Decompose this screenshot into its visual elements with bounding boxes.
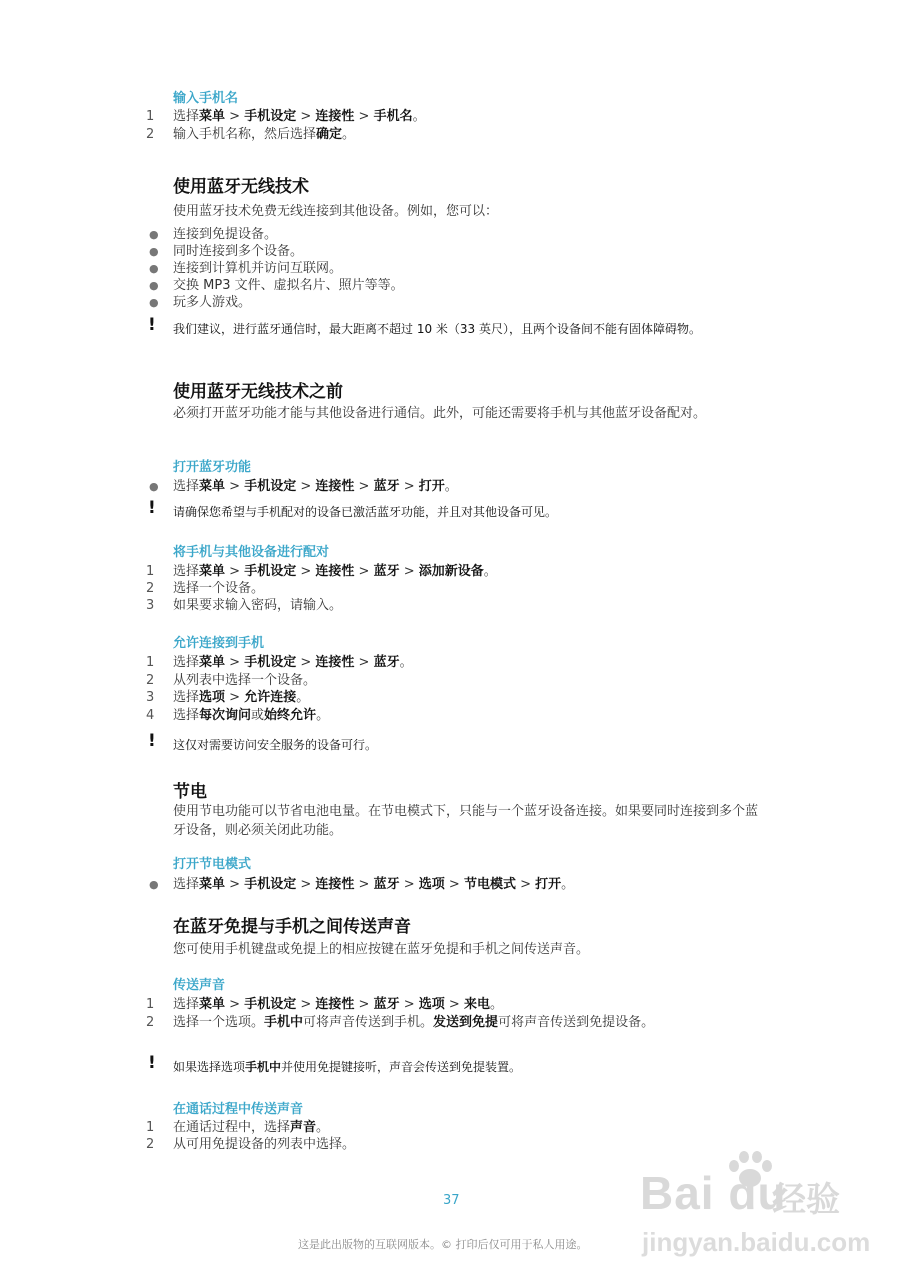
text-run: > [354,997,374,1012]
bullet-icon: ● [149,228,159,241]
ui-term: 声音 [290,1120,317,1135]
ui-term: 添加新设备 [418,564,484,579]
note-text: 这仅对需要访问安全服务的设备可行。 [173,738,378,752]
ui-term: 打开 [535,877,562,892]
ui-term: 确定 [316,127,343,142]
bullet-icon: ● [149,262,159,275]
text-run: > [354,877,374,892]
ui-term: 每次询问 [199,708,252,723]
bullet-text: 同时连接到多个设备。 [173,244,304,259]
ui-term: 手机设定 [244,877,297,892]
ui-term: 连接性 [315,109,355,124]
step-number: 1 [146,997,155,1012]
text-run: > [296,877,316,892]
text-run: > [296,997,316,1012]
text-run: 。 [399,655,413,670]
ui-term: 菜单 [199,479,226,494]
bullet-icon: ● [149,878,159,891]
text-run: > [515,877,536,892]
subheading-allow-connection: 允许连接到手机 [173,636,265,651]
ui-term: 蓝牙 [373,877,400,892]
step-text [173,707,329,725]
bullet-text [173,876,574,894]
ui-term: 蓝牙 [373,655,400,670]
step-text [173,580,264,598]
text-run: > [296,655,316,670]
ui-term: 手机设定 [244,479,297,494]
text-run: > [225,997,245,1012]
ui-term: 连接性 [315,479,355,494]
step-text [173,597,342,615]
warning-icon: ! [148,1053,156,1073]
heading-bluetooth: 使用蓝牙无线技术 [173,177,309,197]
text-run: > [444,877,464,892]
step-text [173,654,413,672]
step-text [173,108,426,126]
subheading-pair: 将手机与其他设备进行配对 [173,545,330,560]
text-run: > [354,564,374,579]
ui-term: 连接性 [315,655,355,670]
ui-term: 蓝牙 [373,479,400,494]
text-run: > [296,109,316,124]
bullet-icon: ● [149,245,159,258]
step-number: 3 [146,690,155,705]
text-run: 在通话过程中，选择 [173,1120,291,1135]
text-run: 选择 [173,479,200,494]
bullet-text: 连接到计算机并访问互联网。 [173,261,343,276]
warning-icon: ! [148,315,156,335]
heading-power-save: 节电 [173,782,207,802]
ui-term: 手机设定 [244,997,297,1012]
ui-term: 菜单 [199,877,226,892]
ui-term: 手机设定 [244,109,297,124]
text-run: > [399,479,419,494]
ui-term: 选项 [418,997,445,1012]
text-run: 选择一个设备。 [173,581,265,596]
subheading-power-save-mode: 打开节电模式 [173,857,252,872]
text-run: > [354,479,374,494]
page-number: 37 [443,1193,460,1208]
ui-term: 蓝牙 [373,997,400,1012]
text-run: 选择 [173,655,200,670]
step-number: 1 [146,1120,155,1135]
text-run: 。 [483,564,497,579]
bullet-text: 连接到免提设备。 [173,227,278,242]
text-run: 选择 [173,997,200,1012]
subheading-phone-name: 输入手机名 [173,91,239,106]
intro-transfer-sound: 您可使用手机键盘或免提上的相应按键在蓝牙免提和手机之间传送声音。 [173,942,590,957]
step-text [173,1119,329,1137]
step-text [173,689,309,707]
text-run: > [225,479,245,494]
ui-term: 菜单 [199,997,226,1012]
text-run: > [399,564,419,579]
text-run: 如果选择选项 [173,1060,246,1074]
text-run: 并使用免提键接听，声音会传送到免提装置。 [281,1060,522,1074]
ui-term: 选项 [418,877,445,892]
text-run: > [444,997,464,1012]
watermark-cn: 经验 [772,1180,840,1220]
text-run: 。 [296,690,310,705]
step-number: 2 [146,1137,155,1152]
text-run: > [225,564,245,579]
text-run: 。 [412,109,426,124]
step-number: 2 [146,581,155,596]
intro-power-save: 使用节电功能可以节省电池电量。在节电模式下，只能与一个蓝牙设备连接。如果要同时连接到多个蓝牙设备，则必须关闭此功能。 [173,804,759,838]
step-number: 1 [146,109,155,124]
text-run: 。 [444,479,458,494]
text-run: 。 [316,1120,330,1135]
subheading-transfer: 传送声音 [173,978,226,993]
text-run: 选择一个选项。 [173,1015,265,1030]
text-run: 选择 [173,690,200,705]
step-text [173,672,316,690]
ui-term: 手机名 [373,109,413,124]
note-text: 请确保您希望与手机配对的设备已激活蓝牙功能，并且对其他设备可见。 [173,505,558,519]
ui-term: 菜单 [199,655,226,670]
intro-before-bluetooth: 必须打开蓝牙功能才能与其他设备进行通信。此外，可能还需要将手机与其他蓝牙设备配对。 [173,406,707,421]
step-number: 2 [146,673,155,688]
ui-term: 菜单 [199,564,226,579]
text-run: 选择 [173,708,200,723]
ui-term: 发送到免提 [433,1015,499,1030]
text-run: 从可用免提设备的列表中选择。 [173,1137,356,1152]
heading-before-bluetooth: 使用蓝牙无线技术之前 [173,382,343,402]
step-number: 2 [146,127,155,142]
ui-term: 连接性 [315,997,355,1012]
text-run: > [225,690,245,705]
text-run: 可将声音传送到手机。 [303,1015,434,1030]
baidu-watermark [640,1150,870,1270]
ui-term: 节电模式 [463,877,516,892]
step-text [173,996,503,1014]
ui-term: 手机中 [264,1015,304,1030]
step-text [173,1136,355,1154]
text-run: 或 [251,708,265,723]
text-run: 。 [342,127,356,142]
step-number: 1 [146,655,155,670]
watermark-brand: Bai du [640,1167,787,1219]
text-run: 选择 [173,564,200,579]
bullet-text [173,478,458,496]
ui-term: 来电 [463,997,490,1012]
text-run: 选择 [173,109,200,124]
ui-term: 连接性 [315,564,355,579]
step-text [173,1014,713,1032]
step-number: 2 [146,1015,155,1030]
ui-term: 手机设定 [244,564,297,579]
text-run: > [354,109,374,124]
step-text [173,563,497,581]
ui-term: 打开 [418,479,445,494]
text-run: > [399,997,419,1012]
text-run: > [354,655,374,670]
ui-term: 始终允许 [264,708,317,723]
ui-term: 手机设定 [244,655,297,670]
warning-icon: ! [148,498,156,518]
text-run: 选择 [173,877,200,892]
text-run: > [225,877,245,892]
text-run: > [225,109,245,124]
ui-term: 连接性 [315,877,355,892]
ui-term: 蓝牙 [373,564,400,579]
bullet-text: 交换 MP3 文件、虚拟名片、照片等等。 [173,278,404,293]
step-text [173,126,355,144]
text-run: > [296,564,316,579]
bullet-icon: ● [149,296,159,309]
bullet-text: 玩多人游戏。 [173,295,252,310]
note-text [173,1059,753,1076]
intro-bluetooth: 使用蓝牙技术免费无线连接到其他设备。例如，您可以： [173,204,499,219]
subheading-turn-on-bluetooth: 打开蓝牙功能 [173,460,252,475]
subheading-during-call: 在通话过程中传送声音 [173,1102,304,1117]
text-run: 。 [561,877,575,892]
text-run: > [296,479,316,494]
heading-transfer-sound: 在蓝牙免提与手机之间传送声音 [173,917,411,937]
ui-term: 手机中 [245,1060,282,1074]
note-text: 我们建议，进行蓝牙通信时，最大距离不超过 10 米（33 英尺），且两个设备间不能有固体障碍物。 [173,322,701,336]
text-run: 。 [316,708,330,723]
ui-term: 选项 [199,690,226,705]
bullet-icon: ● [149,279,159,292]
text-run: > [399,877,419,892]
footer-notice: 这是此出版物的互联网版本。© 打印后仅可用于私人用途。 [298,1238,588,1251]
step-number: 4 [146,708,155,723]
ui-term: 菜单 [199,109,226,124]
text-run: > [225,655,245,670]
text-run: 输入手机名称，然后选择 [173,127,317,142]
text-run: 可将声音传送到免提设备。 [498,1015,655,1030]
text-run: 如果要求输入密码，请输入。 [173,598,343,613]
text-run: 从列表中选择一个设备。 [173,673,317,688]
bullet-icon: ● [149,480,159,493]
step-number: 1 [146,564,155,579]
step-number: 3 [146,598,155,613]
watermark-url: jingyan.baidu.com [642,1227,871,1257]
text-run: 。 [489,997,503,1012]
warning-icon: ! [148,731,156,751]
ui-term: 允许连接 [244,690,297,705]
